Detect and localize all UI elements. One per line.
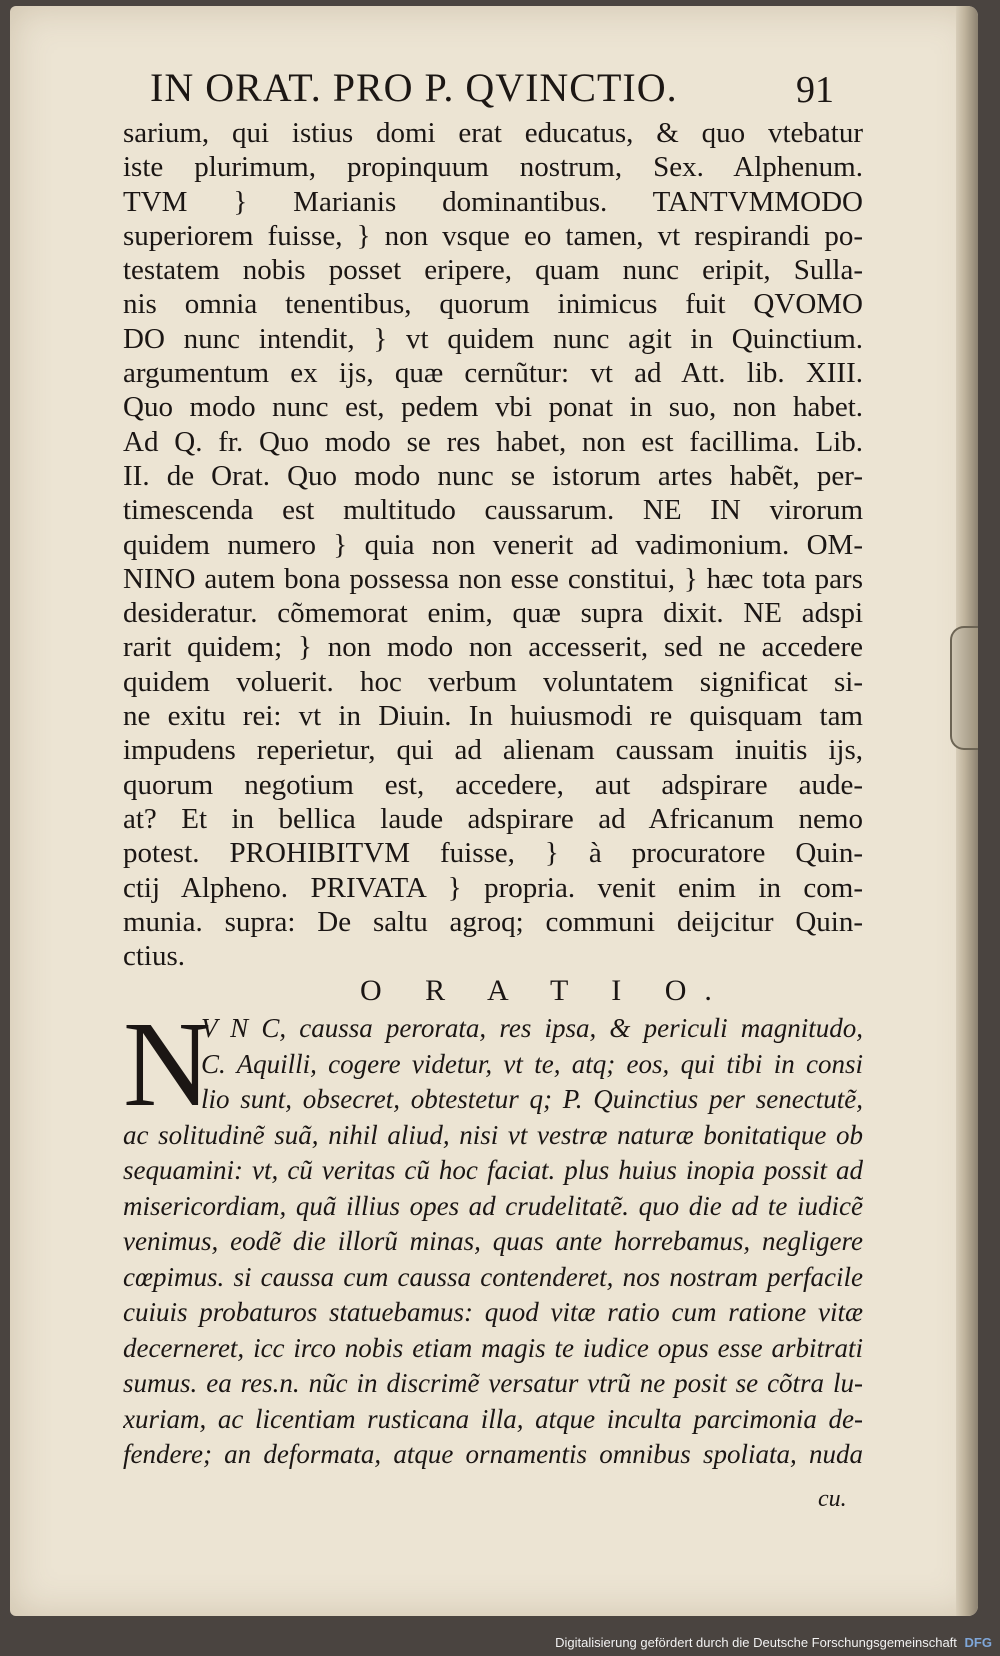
commentary-line: timescenda est multitudo caussarum. NE IN virorum [123, 494, 863, 527]
commentary-block [123, 116, 863, 973]
oration-block [123, 997, 863, 1473]
commentary-line: potest. PROHIBITVM fuisse, } à procuratore Quin- [123, 837, 863, 870]
commentary-line: II. de Orat. Quo modo nunc se istorum artes habẽt, per- [123, 459, 863, 492]
commentary-line: nis omnia tenentibus, quorum inimicus fuit QVOMO [123, 288, 863, 321]
oration-line: venimus, eodẽ die illorũ minas, quas ante horrebamus, negligere [123, 1226, 863, 1256]
section-title: O R A T I O. [360, 974, 730, 1007]
oration-line: misericordiam, quã illius opes ad crudelitatẽ. quo die ad te iudicẽ [123, 1190, 863, 1221]
commentary-line: ctius. [123, 940, 186, 973]
commentary-line: ne exitu rei: vt in Diuin. In huiusmodi re quisquam tam [123, 700, 863, 733]
drop-cap: N [123, 997, 212, 1132]
commentary-line: superiorem fuisse, } non vsque eo tamen, vt respirandi po- [123, 219, 863, 252]
book-page [10, 6, 978, 1616]
oration-line: sequamini: vt, cũ veritas cũ hoc faciat. plus huius inopia possit ad [123, 1155, 863, 1185]
commentary-line: NINO autem bona possessa non esse constitui, } hæc tota pars [123, 562, 863, 595]
commentary-line: quidem numero } quia non venerit ad vadimonium. OM- [123, 528, 863, 561]
commentary-line: quidem voluerit. hoc verbum voluntatem significat si- [123, 665, 863, 698]
oration-line: C. Aquilli, cogere videtur, vt te, atq; eos, qui tibi in consi [201, 1048, 863, 1079]
commentary-line: testatem nobis posset eripere, quam nunc eripit, Sulla- [123, 254, 863, 287]
commentary-line: impudens reperietur, qui ad alienam caussam inuitis ijs, [123, 734, 863, 767]
oration-line: V N C, caussa perorata, res ipsa, & periculi magnitudo, [201, 1013, 863, 1043]
commentary-line: argumentum ex ijs, quæ cernũtur: vt ad Att. lib. XIII. [123, 357, 863, 390]
commentary-line: TVM } Marianis dominantibus. TANTVMMODO [123, 185, 863, 218]
digitization-credit [555, 1635, 992, 1650]
dfg-logo: DFG [964, 1635, 992, 1650]
oration-line: cuiuis probaturos statuebamus: quod vitæ ratio cum ratione vitæ [123, 1297, 863, 1327]
oration-line: lio sunt, obsecret, obtestetur q; P. Quinctius per senectutẽ, [201, 1084, 863, 1114]
commentary-line: DO nunc intendit, } vt quidem nunc agit in Quinctium. [123, 322, 863, 355]
commentary-line: rarit quidem; } non modo non accesserit, sed ne accedere [123, 631, 863, 664]
oration-line: decerneret, icc irco nobis etiam magis te iudice opus esse arbitrati [123, 1332, 863, 1363]
commentary-line: Ad Q. fr. Quo modo se res habet, non est facillima. Lib. [123, 425, 863, 458]
credit-text: Digitalisierung gefördert durch die Deutsche Forschungsgemeinschaft [555, 1635, 957, 1650]
commentary-line: desideratur. cõmemorat enim, quæ supra dixit. NE adspi [123, 597, 863, 630]
commentary-line: iste plurimum, propinquum nostrum, Sex. Alphenum. [123, 151, 863, 184]
commentary-line: quorum negotium est, accedere, aut adspirare aude- [123, 768, 863, 801]
commentary-line: Quo modo nunc est, pedem vbi ponat in suo, non habet. [123, 391, 863, 424]
catchword: cu. [818, 1486, 847, 1512]
commentary-line: ctij Alpheno. PRIVATA } propria. venit enim in com- [123, 871, 863, 904]
oration-line: cœpimus. si caussa cum caussa contenderet, nos nostram perfacile [123, 1261, 863, 1292]
oration-line: xuriam, ac licentiam rusticana illa, atque inculta parcimonia de- [123, 1403, 863, 1434]
commentary-line: munia. supra: De saltu agroq; communi deijcitur Quin- [123, 905, 863, 938]
commentary-line: sarium, qui istius domi erat educatus, & quo vtebatur [123, 117, 863, 149]
book-clasp [950, 626, 978, 750]
oration-line: ac solitudinẽ suã, nihil aliud, nisi vt vestræ naturæ bonitatique ob [123, 1119, 863, 1150]
page-edge [956, 6, 978, 1616]
oration-line: fendere; an deformata, atque ornamentis omnibus spoliata, nuda [123, 1439, 863, 1469]
oration-line: sumus. ea res.n. nũc in discrimẽ versatur vtrũ ne posit se cõtra lu- [123, 1368, 863, 1398]
running-head: IN ORAT. PRO P. QVINCTIO. [150, 65, 678, 110]
commentary-line: at? Et in bellica laude adspirare ad Africanum nemo [123, 802, 863, 835]
page-number: 91 [796, 69, 834, 111]
